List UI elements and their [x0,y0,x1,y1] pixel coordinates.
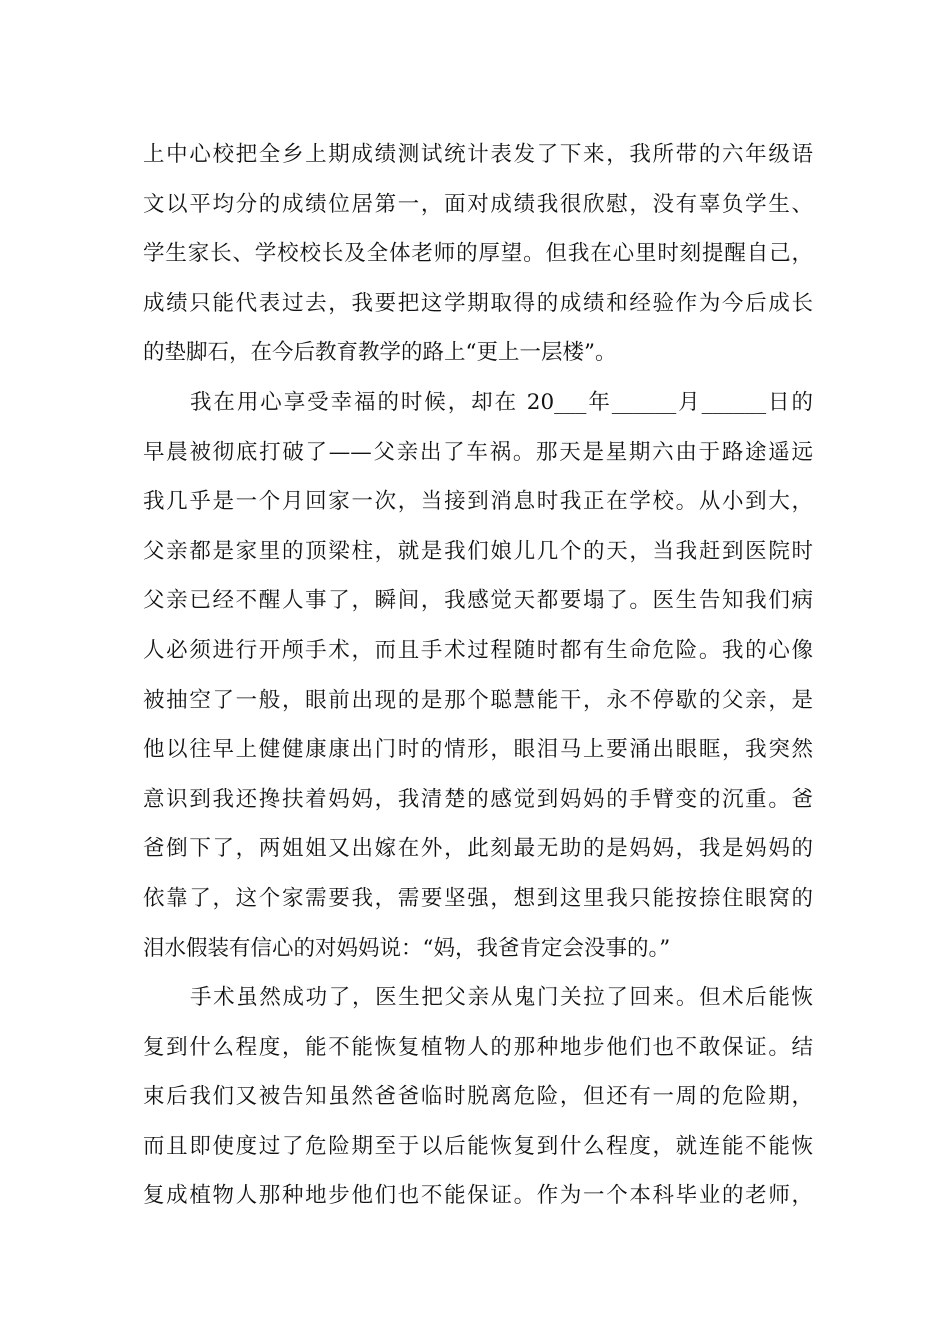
text-line: 我几乎是一个月回家一次，当接到消息时我正在学校。从小到大， [143,489,813,515]
document-body [143,130,813,1221]
text-line: 束后我们又被告知虽然爸爸临时脱离危险，但还有一周的危险期， [143,1084,813,1110]
text-line: 被抽空了一般，眼前出现的是那个聪慧能干，永不停歇的父亲，是 [143,687,813,713]
text-line: 父亲都是家里的顶梁柱，就是我们娘儿几个的天，当我赶到医院时 [143,538,813,564]
paragraph-first-line: 我在用心享受幸福的时候，却在 20___年______月______日的 [190,389,813,415]
text-line: 父亲已经不醒人事了，瞬间，我感觉天都要塌了。医生告知我们病 [143,588,813,614]
text-line: 的垫脚石，在今后教育教学的路上“更上一层楼”。 [143,340,617,366]
text-line: 人必须进行开颅手术，而且手术过程随时都有生命危险。我的心像 [143,637,813,663]
text-line: 上中心校把全乡上期成绩测试统计表发了下来，我所带的六年级语 [143,142,813,167]
text-line: 爸倒下了，两姐姐又出嫁在外，此刻最无助的是妈妈，我是妈妈的 [143,836,813,862]
paragraph-first-line: 手术虽然成功了，医生把父亲从鬼门关拉了回来。但术后能恢 [190,985,813,1011]
text-line: 成绩只能代表过去，我要把这学期取得的成绩和经验作为今后成长 [143,290,813,316]
text-line: 复成植物人那种地步他们也不能保证。作为一个本科毕业的老师， [143,1183,813,1209]
text-line: 依靠了，这个家需要我，需要坚强，想到这里我只能按捺住眼窝的 [143,885,813,911]
text-line: 早晨被彻底打破了——父亲出了车祸。那天是星期六由于路途遥远 [143,439,813,465]
text-line: 文以平均分的成绩位居第一，面对成绩我很欣慰，没有辜负学生、 [143,191,813,217]
text-line: 他以往早上健健康康出门时的情形，眼泪马上要涌出眼眶，我突然 [143,737,813,763]
text-line: 意识到我还搀扶着妈妈，我清楚的感觉到妈妈的手臂变的沉重。爸 [143,786,813,812]
text-line: 复到什么程度，能不能恢复植物人的那种地步他们也不敢保证。结 [143,1034,813,1060]
text-line: 学生家长、学校校长及全体老师的厚望。但我在心里时刻提醒自己， [143,241,813,267]
text-line: 而且即使度过了危险期至于以后能恢复到什么程度，就连能不能恢 [143,1133,813,1159]
text-line: 泪水假装有信心的对妈妈说：“妈，我爸肯定会没事的。” [143,935,671,961]
